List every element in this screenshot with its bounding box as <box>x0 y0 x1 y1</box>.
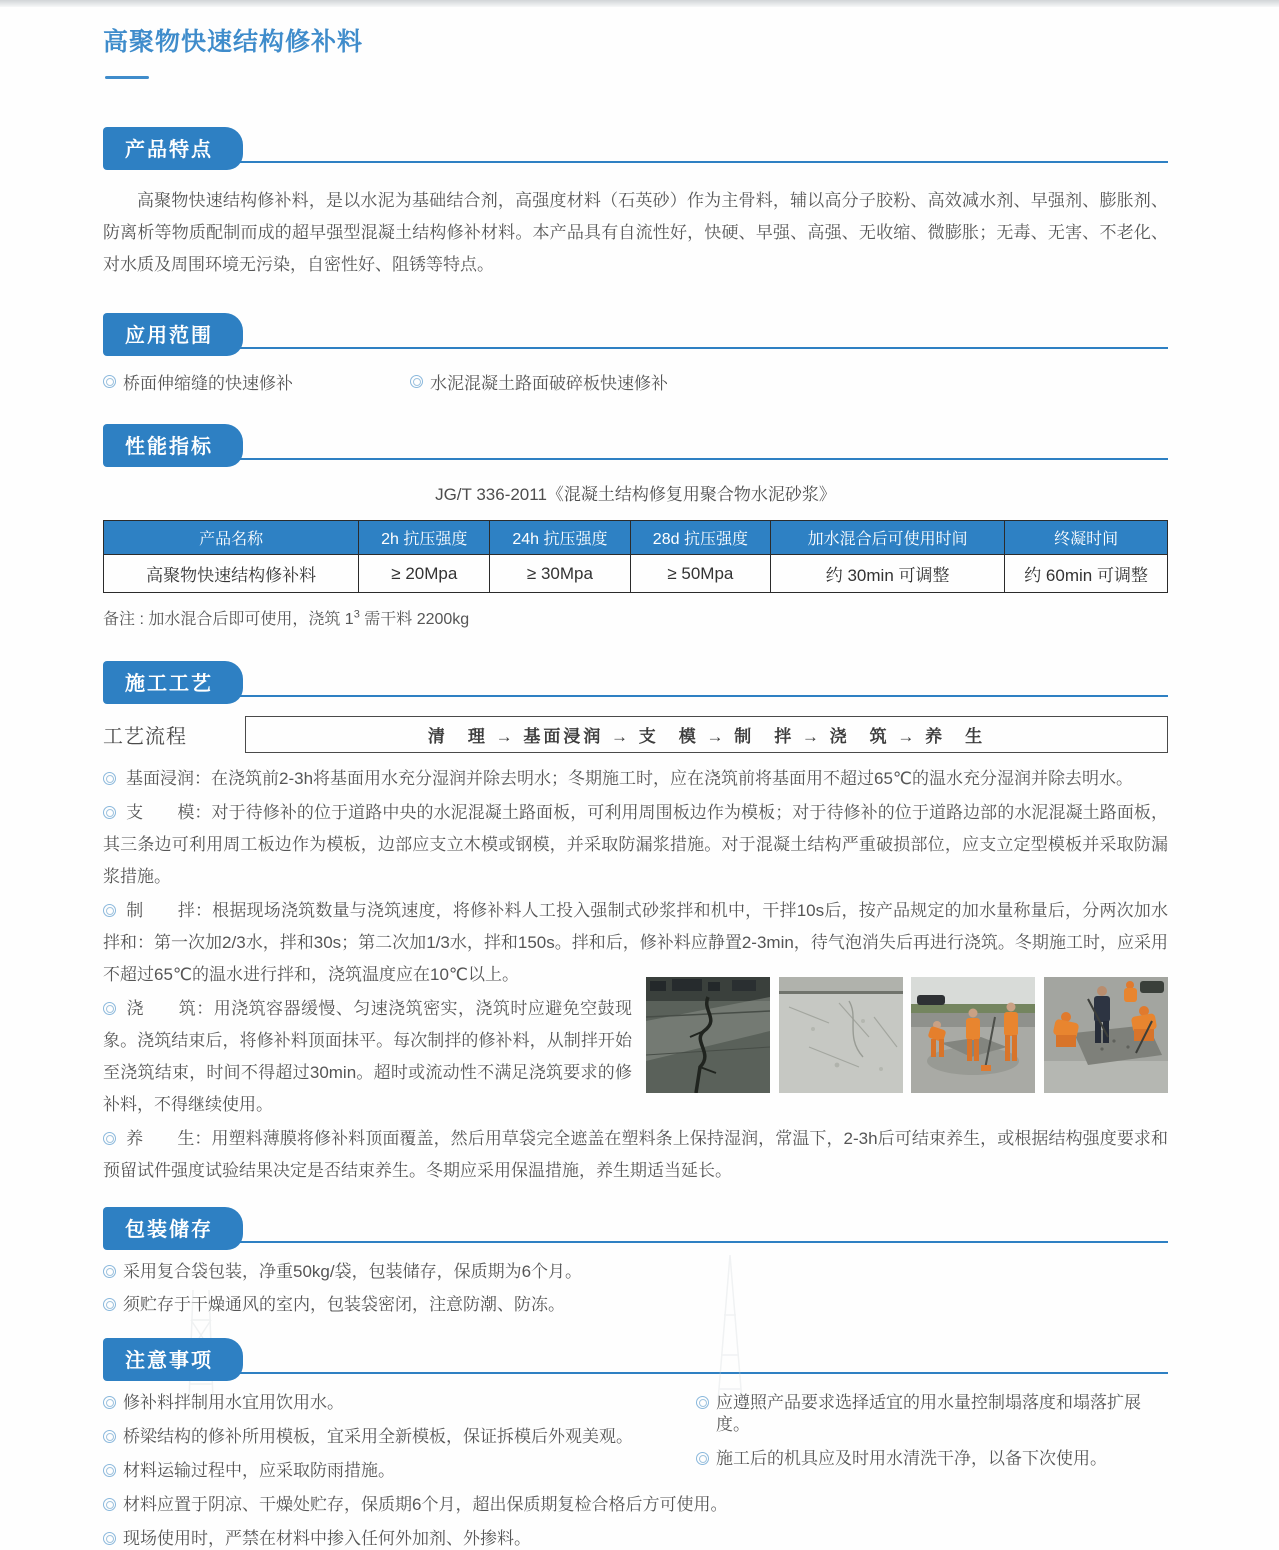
features-paragraph: 高聚物快速结构修补料，是以水泥为基础结合剂，高强度材料（石英砂）作为主骨料，辅以高分子胶粉、高效减水剂、早强剂、膨胀剂、防离析等物质配制而成的超早强型混凝土结构修补材料。本产品具有自流性好，快硬、早强、高强、无收缩、微膨胀；无毒、无害、不老化、对水质及周围环境无污染，自密性好、阻锈等特点。 <box>103 191 1168 274</box>
list-item <box>696 1448 1168 1470</box>
application-item-label: 水泥混凝土路面破碎板快速修补 <box>430 374 668 393</box>
table-cell: ≥ 30Mpa <box>490 555 630 593</box>
section-header-performance <box>103 424 1168 464</box>
col-header: 2h 抗压强度 <box>359 521 490 555</box>
table-row <box>104 555 1168 593</box>
note-item-label: 现场使用时，严禁在材料中掺入任何外加剂、外掺料。 <box>123 1529 531 1548</box>
section-header-applications <box>103 313 1168 353</box>
note-item-label: 应遵照产品要求选择适宜的用水量控制塌落度和塌落扩展度。 <box>716 1393 1141 1434</box>
table-cell: 约 60min 可调整 <box>1005 555 1168 593</box>
pouring-step-with-photos <box>103 993 1168 1121</box>
section-rule <box>103 161 1168 163</box>
performance-table <box>103 520 1168 593</box>
note-item-label: 桥梁结构的修补所用模板，宜采用全新模板，保证拆模后外观美观。 <box>123 1427 633 1446</box>
section-rule <box>103 695 1168 697</box>
circle-bullet-icon <box>103 1464 116 1477</box>
process-flow-row <box>103 716 1168 753</box>
application-item-label: 桥面伸缩缝的快速修补 <box>123 374 293 393</box>
table-cell: 约 30min 可调整 <box>771 555 1005 593</box>
note-text: 备注 : 加水混合后即可使用，浇筑 1 <box>103 611 354 628</box>
section-rule <box>103 458 1168 460</box>
circle-bullet-icon <box>103 1498 116 1511</box>
circle-bullet-icon <box>103 1396 116 1409</box>
step-label: 支 模： <box>126 803 212 822</box>
section-tab-notes: 注意事项 <box>103 1338 243 1381</box>
process-steps <box>103 763 1168 1187</box>
circle-bullet-icon <box>103 1430 116 1443</box>
step-label: 基面浸润： <box>126 769 211 788</box>
circle-bullet-icon <box>103 1132 116 1145</box>
section-header-packaging <box>103 1207 1168 1247</box>
concrete-surface-photo <box>779 977 903 1093</box>
section-tab-applications: 应用范围 <box>103 313 243 356</box>
process-step <box>103 763 1168 795</box>
section-rule <box>103 347 1168 349</box>
col-header: 产品名称 <box>104 521 359 555</box>
list-item <box>103 1528 1168 1550</box>
step-label: 制 拌： <box>126 901 213 920</box>
section-rule <box>103 1241 1168 1243</box>
road-repair-workers-photo <box>911 977 1035 1093</box>
circle-bullet-icon <box>103 1265 116 1278</box>
step-text: 对于待修补的位于道路中央的水泥混凝土路面板，可利用周围板边作为模板；对于待修补的位于道路边部的水泥混凝土路面板，其三条边可利用周工板边作为模板，边部应支立木模或钢模，并采取防漏浆措施。对于混凝土结构严重破损部位，应支立定型模板并采取防漏浆措施。 <box>103 803 1169 886</box>
circle-bullet-icon <box>103 772 116 785</box>
circle-bullet-icon <box>103 904 116 917</box>
title-underline <box>105 76 149 79</box>
section-header-notes <box>103 1338 1168 1378</box>
notes-right-column <box>696 1392 1168 1482</box>
step-text: 用塑料薄膜将修补料顶面覆盖，然后用草袋完全遮盖在塑料条上保持湿润，常温下，2-3h后可结束养生，或根据结构强度要求和预留试件强度试验结果决定是否结束养生。冬期应采用保温措施，养生期适当延长。 <box>103 1129 1168 1180</box>
packaging-item-label: 采用复合袋包装，净重50kg/袋，包装储存，保质期为6个月。 <box>123 1262 583 1281</box>
table-cell: ≥ 20Mpa <box>359 555 490 593</box>
standard-caption: JG/T 336-2011《混凝土结构修复用聚合物水泥砂浆》 <box>435 485 836 504</box>
process-step <box>103 797 1168 893</box>
list-item <box>696 1392 1168 1436</box>
circle-bullet-icon <box>103 375 116 388</box>
list-item <box>103 369 410 394</box>
applications-list <box>103 369 1168 394</box>
section-tab-features: 产品特点 <box>103 127 243 170</box>
col-header: 24h 抗压强度 <box>490 521 630 555</box>
note-item-label: 修补料拌制用水宜用饮用水。 <box>123 1393 344 1412</box>
pavement-crack-photo <box>646 977 770 1093</box>
section-header-process <box>103 661 1168 701</box>
step-text: 在浇筑前2-3h将基面用水充分湿润并除去明水；冬期施工时，应在浇筑前将基面用不超过65℃的温水充分湿润并除去明水。 <box>211 769 1134 788</box>
section-tab-performance: 性能指标 <box>103 424 243 467</box>
circle-bullet-icon <box>103 806 116 819</box>
watermark-structure-right <box>700 1255 760 1401</box>
table-cell: 高聚物快速结构修补料 <box>104 555 359 593</box>
col-header: 终凝时间 <box>1005 521 1168 555</box>
concrete-placing-workers-photo <box>1044 977 1168 1093</box>
list-item <box>103 1494 1168 1516</box>
step-text: 根据现场浇筑数量与浇筑速度，将修补料人工投入强制式砂浆拌和机中，干拌10s后，按产品规定的加水量称量后，分两次加水拌和：第一次加2/3水，拌和30s；第二次加1/3水，拌和150s。拌和后，修补料应静置2-3min，待气泡消失后再进行浇筑。冬期施工时，应采用不超过65℃的温水进行拌和，浇筑温度应在10℃以上。 <box>103 901 1168 984</box>
flow-sequence-box: 清 理 → 基面浸润 → 支 模 → 制 拌 → 浇 筑 → 养 生 <box>245 716 1168 753</box>
packaging-list <box>103 1261 1168 1316</box>
col-header: 加水混合后可使用时间 <box>771 521 1005 555</box>
list-item <box>103 1294 1168 1316</box>
step-label: 浇 筑： <box>126 999 214 1018</box>
note-item-label: 材料应置于阴凉、干燥处贮存，保质期6个月，超出保质期复检合格后方可使用。 <box>123 1495 728 1514</box>
note-superscript: 3 <box>353 608 360 621</box>
notes-columns <box>103 1392 1168 1550</box>
packaging-item-label: 须贮存于干燥通风的室内，包装袋密闭，注意防潮、防冻。 <box>123 1295 565 1314</box>
flow-label: 工艺流程 <box>103 726 187 748</box>
step-text: 用浇筑容器缓慢、匀速浇筑密实，浇筑时应避免空鼓现象。浇筑结束后，将修补料顶面抹平。每次制拌的修补料，从制拌开始至浇筑结束，时间不得超过30min。超时或流动性不满足浇筑要求的修补料，不得继续使用。 <box>103 999 633 1114</box>
section-header-features <box>103 127 1168 167</box>
table-note <box>103 606 1168 629</box>
page-title: 高聚物快速结构修补料 <box>103 28 364 56</box>
site-photo-strip <box>646 977 1168 1094</box>
table-header-row <box>104 521 1168 555</box>
section-tab-process: 施工工艺 <box>103 661 243 704</box>
section-rule <box>103 1372 1168 1374</box>
circle-bullet-icon <box>696 1452 709 1465</box>
section-tab-packaging: 包装储存 <box>103 1207 243 1250</box>
circle-bullet-icon <box>103 1002 116 1015</box>
circle-bullet-icon <box>103 1532 116 1545</box>
circle-bullet-icon <box>103 1298 116 1311</box>
circle-bullet-icon <box>410 375 423 388</box>
note-item-label: 材料运输过程中，应采取防雨措施。 <box>123 1461 395 1480</box>
table-cell: ≥ 50Mpa <box>630 555 770 593</box>
list-item <box>103 1261 1168 1283</box>
step-label: 养 生： <box>126 1129 212 1148</box>
process-step <box>103 1123 1168 1187</box>
col-header: 28d 抗压强度 <box>630 521 770 555</box>
note-text: 需干料 2200kg <box>359 611 470 628</box>
note-item-label: 施工后的机具应及时用水清洗干净，以备下次使用。 <box>716 1449 1107 1468</box>
list-item <box>410 369 668 394</box>
